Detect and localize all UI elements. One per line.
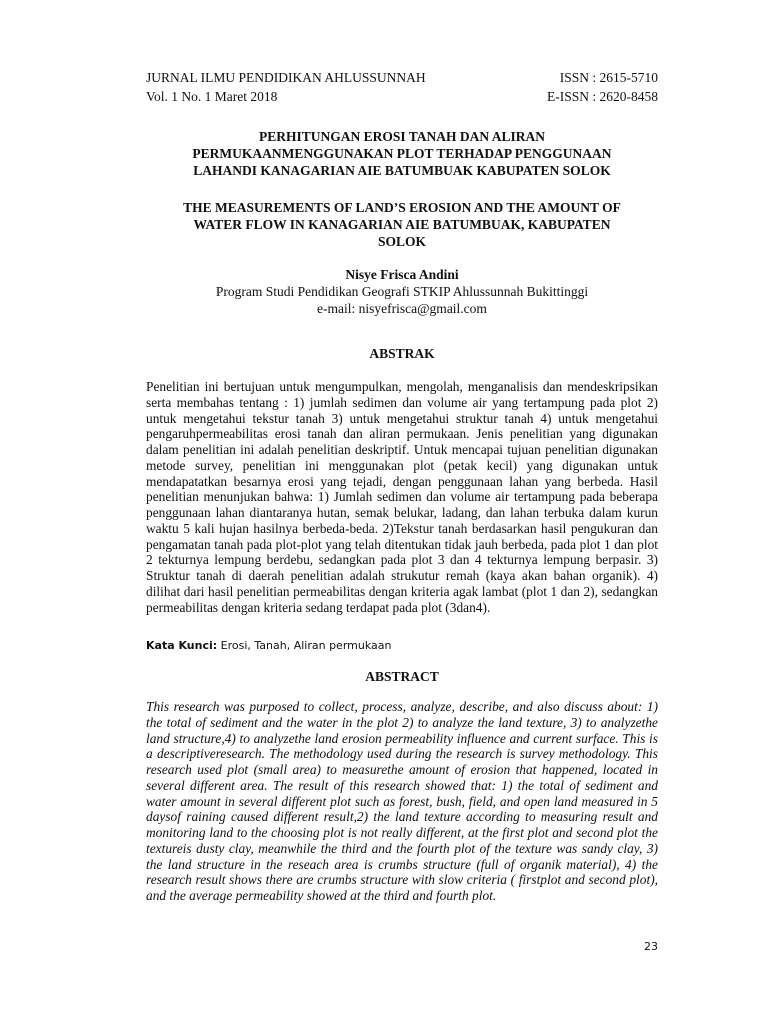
author-block [146,266,658,317]
abstrak-body: Penelitian ini bertujuan untuk mengumpulkan, mengolah, menganalisis dan mendeskripsikan serta membahas tentang : 1) jumlah sedimen dan volume air yang tertampung pada plot 2) untuk mengetahui tekstur tanah 3) untuk mengetahui struktur tanah 4) untuk mengetahui pengaruhpermeabilitas erosi tanah dan aliran permukaan. Jenis penelitian yang digunakan dalam penelitian ini adalah penelitian deskriptif. Untuk mencapai tujuan penelitian digunakan metode survey, penelitian ini menggunakan plot (petak kecil) yang digunakan untuk mendapatatkan besarnya erosi yang tejadi, dengan penggunaan lahan yang berbeda. Hasil penelitian menunjukan bahwa: 1) Jumlah sedimen dan volume air tertampung pada beberapa penggunaan lahan diantaranya hutan, semak belukar, ladang, dan lahan terbuka dalam kurun waktu 5 kali hujan hasilnya berbeda-beda. 2)Tekstur tanah berdasarkan hasil pengukuran dan pengamatan tanah pada plot-plot yang telah ditentukan tidak jauh berbeda, pada plot 1 dan plot 2 tekturnya lempung berdebu, sedangkan pada plot 3 dan 4 tekturnya lempung berpasir. 3) Struktur tanah di daerah penelitian adalah strukutur remah (kaya akan bahan organik). 4) dilihat dari hasil penelitian permeabilitas dengan kriteria agak lambat (plot 1 dan 2), sedangkan permeabilitas dengan kriteria sedang terdapat pada plot (3dan4). [146,379,658,615]
title-id-line: PERHITUNGAN EROSI TANAH DAN ALIRAN [258,129,546,144]
abstract-heading: ABSTRACT [365,669,439,684]
keywords-value: Erosi, Tanah, Aliran permukaan [217,639,392,652]
page-number: 23 [644,940,658,953]
author-email: e-mail: nisyefrisca@gmail.com [317,301,487,316]
title-id-line: PERMUKAANMENGGUNAKAN PLOT TERHADAP PENGGUNAAN [192,146,612,161]
title-en-line: WATER FLOW IN KANAGARIAN AIE BATUMBUAK, KABUPATEN [193,217,611,232]
issn: ISSN : 2615-5710 [559,70,658,85]
author-affiliation: Program Studi Pendidikan Geografi STKIP Ahlussunnah Bukittinggi [215,284,589,299]
author-name: Nisye Frisca Andini [345,267,459,282]
volume-info: Vol. 1 No. 1 Maret 2018 [146,89,278,104]
abstrak-heading: ABSTRAK [369,346,435,361]
eissn: E-ISSN : 2620-8458 [547,89,658,104]
journal-header [146,68,658,106]
keywords-label: Kata Kunci: [146,639,218,652]
title-id-line: LAHANDI KANAGARIAN AIE BATUMBUAK KABUPATEN SOLOK [193,163,611,178]
journal-name: JURNAL ILMU PENDIDIKAN AHLUSSUNNAH [146,70,426,85]
title-indonesian [146,128,658,179]
title-en-line: THE MEASUREMENTS OF LAND’S EROSION AND THE AMOUNT OF [183,200,621,215]
title-english [146,199,658,250]
abstract-body: This research was purposed to collect, process, analyze, describe, and also discuss about: 1) the total of sediment and the water in the plot 2) to analyze the land texture, 3) to analyzethe land structure,4) to analyzethe land erosion permeability influence and current surface. This is a descriptiveresearch. The methodology used during the research is survey methodology. This research used plot (small area) to measurethe amount of erosion that happened, located in several different area. The result of this research showed that: 1) the total of sediment and water amount in several different plot such as forest, bush, field, and open land measured in 5 daysof raining caused different result,2) the land texture according to measuring result and monitoring land to the choosing plot is not really different, at the first plot and second plot the textureis dusty clay, meanwhile the third and the fourth plot of the texture was sandy clay, 3) the land structure in the reseach area is crumbs structure (full of organik material), 4) the research result shows there are crumbs structure with slow criteria ( firstplot and second plot), and the average permeability showed at the third and fourth plot. [146,699,658,903]
title-en-line: SOLOK [377,234,426,249]
keywords [146,638,658,653]
